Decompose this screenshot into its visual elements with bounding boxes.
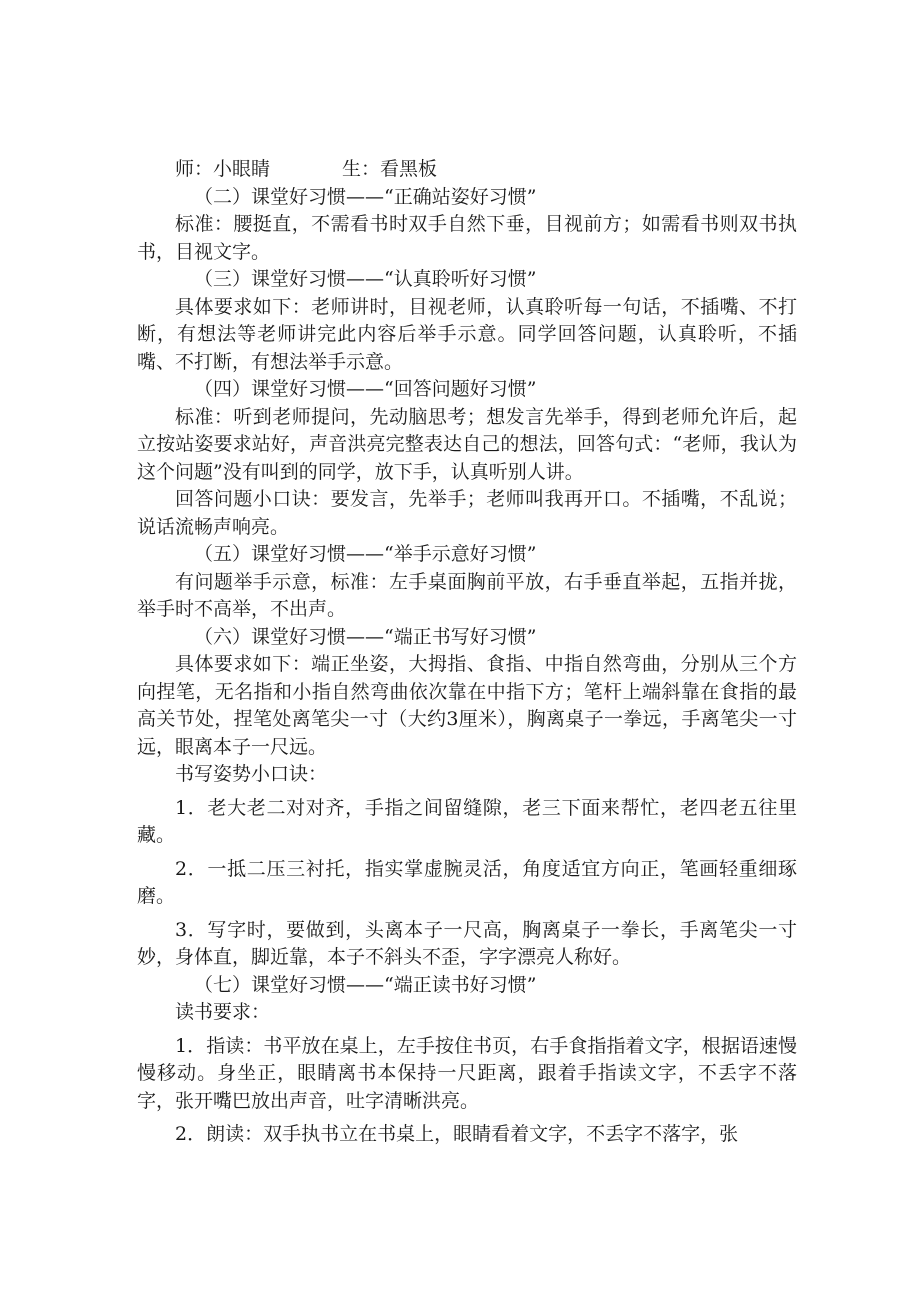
section-heading-2: （二）课堂好习惯——“正确站姿好习惯” <box>194 185 537 208</box>
list-item-reading-2: 2．朗读：双手执书立在书桌上，眼睛看着文字，不丢字不落字，张 <box>175 1123 739 1145</box>
document-body <box>137 156 797 1149</box>
paragraph-writing-rhyme-title: 书写姿势小口诀： <box>175 763 328 785</box>
paragraph-reading-title: 读书要求： <box>175 1001 271 1023</box>
list-item-reading-1: 1．指读：书平放在桌上，左手按住书页，右手食指指着文字，根据语速慢慢移动。身坐正，眼睛离书本保持一尺距离，跟着手指读文字，不丢字不落字，张开嘴巴放出声音，吐字清晰洪亮。 <box>137 1034 797 1112</box>
dialogue-line <box>137 156 797 184</box>
list-item-writing-3: 3．写字时，要做到，头离本子一尺高，胸离桌子一拳长，手离笔尖一寸妙，身体直，脚近靠，本子不斜头不歪，字字漂亮人称好。 <box>137 918 797 968</box>
paragraph-answer-standard: 标准：听到老师提问，先动脑思考；想发言先举手，得到老师允许后，起立按站姿要求站好，声音洪亮完整表达自己的想法，回答句式：“老师，我认为这个问题”没有叫到的同学，放下手，认真听别人讲。 <box>137 405 797 483</box>
list-item-writing-2: 2．一抵二压三衬托，指实掌虚腕灵活，角度适宜方向正，笔画轻重细琢磨。 <box>137 857 797 907</box>
paragraph-answer-rhyme: 回答问题小口诀：要发言，先举手；老师叫我再开口。不插嘴，不乱说；说话流畅声响亮。 <box>137 488 797 538</box>
student-line: 生：看黑板 <box>342 158 438 180</box>
section-heading-4: （四）课堂好习惯——“回答问题好习惯” <box>194 378 537 400</box>
section-heading-7: （七）课堂好习惯——“端正读书好习惯” <box>194 973 537 996</box>
section-heading-6: （六）课堂好习惯——“端正书写好习惯” <box>194 625 537 648</box>
paragraph-listening-requirements: 具体要求如下：老师讲时，目视老师，认真聆听每一句话，不插嘴、不打断，有想法等老师讲完此内容后举手示意。同学回答问题，认真聆听，不插嘴、不打断，有想法举手示意。 <box>137 295 797 373</box>
section-heading-3: （三）课堂好习惯——“认真聆听好习惯” <box>194 268 537 290</box>
paragraph-standing-standard: 标准：腰挺直，不需看书时双手自然下垂，目视前方；如需看书则双书执书，目视文字。 <box>137 213 797 263</box>
list-item-writing-1: 1．老大老二对对齐，手指之间留缝隙，老三下面来帮忙，老四老五往里藏。 <box>137 796 797 846</box>
paragraph-writing-requirements: 具体要求如下：端正坐姿，大拇指、食指、中指自然弯曲，分别从三个方向捏笔，无名指和小指自然弯曲依次靠在中指下方；笔杆上端斜靠在食指的最高关节处，捏笔处离笔尖一寸（大约3厘米），胸离桌子一拳远，手离笔尖一寸远，眼离本子一尺远。 <box>137 653 797 758</box>
teacher-line: 师：小眼睛 <box>175 158 271 180</box>
paragraph-raise-hand: 有问题举手示意，标准：左手桌面胸前平放，右手垂直举起，五指并拢，举手时不高举，不出声。 <box>137 570 797 620</box>
section-heading-5: （五）课堂好习惯——“举手示意好习惯” <box>194 543 537 565</box>
